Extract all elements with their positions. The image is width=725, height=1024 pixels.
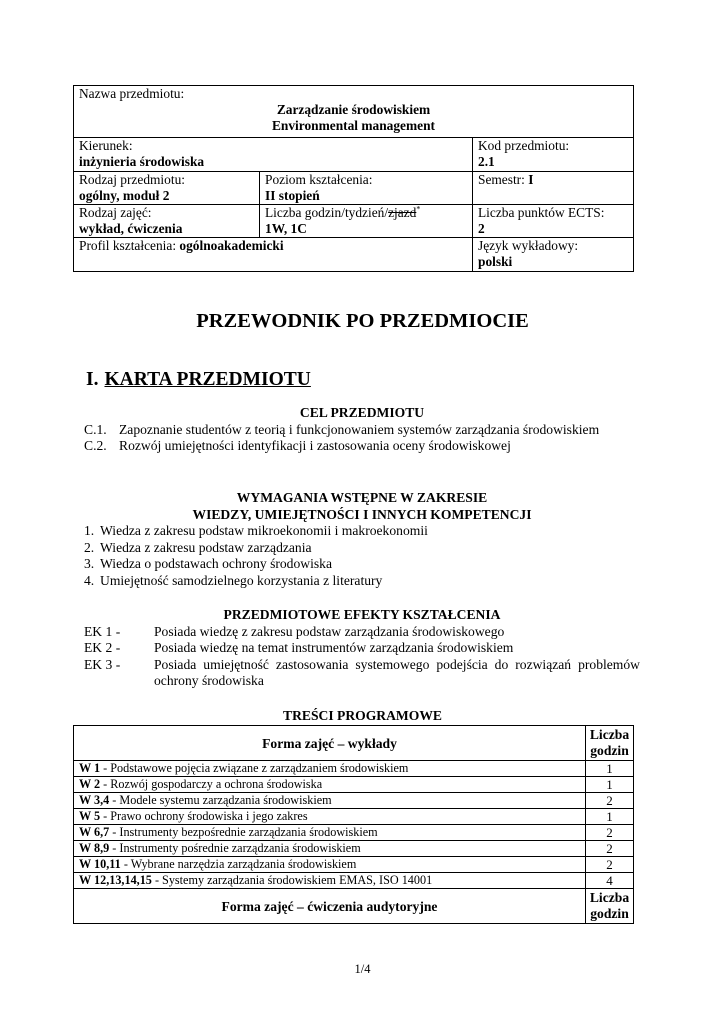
course-type-value: ogólny, moduł 2 [79,188,170,203]
course-code-value: 2.1 [478,154,495,169]
outcome-item: EK 2 - Posiada wiedzę na temat instrumentów zarządzania środowiskiem [84,640,514,655]
table-row: W 8,9 - Instrumenty pośrednie zarządzania środowiskiem 2 [74,841,634,857]
course-info-table [73,85,634,272]
learning-outcomes [84,607,640,690]
level-cell [260,172,473,205]
prerequisite-item: 3. Wiedza o podstawach ochrony środowiska [84,556,332,571]
document-title: PRZEWODNIK PO PRZEDMIOCIE [196,310,529,332]
lectures-header: Forma zajęć – wykłady [74,726,586,761]
outcome-item: EK 1 - Posiada wiedzę z zakresu podstaw zarządzania środowiskowego [84,623,505,639]
course-name-label: Nazwa przedmiotu: [79,86,185,101]
level-label: Poziom kształcenia: [265,172,373,187]
semester-cell [473,172,634,205]
prerequisites-heading-1: WYMAGANIA WSTĘPNE W ZAKRESIE [236,490,488,505]
table-row: W 3,4 - Modele systemu zarządzania środowiskiem 2 [74,793,634,809]
course-goals [84,405,640,455]
field-of-study-value: inżynieria środowiska [79,154,205,169]
language-cell [473,238,634,272]
prerequisites [84,490,640,589]
semester-value: I [528,172,534,187]
hours-label-struck: zjazd [388,205,417,220]
program-content-heading: TREŚCI PROGRAMOWE [283,708,442,723]
profile-label: Profil kształcenia: [79,238,180,253]
table-row: W 6,7 - Instrumenty bezpośrednie zarządzania środowiskiem 2 [74,825,634,841]
profile-value: ogólnoakademicki [179,238,284,253]
course-type-label: Rodzaj przedmiotu: [79,172,185,187]
class-type-value: wykład, ćwiczenia [79,221,183,236]
course-name-en: Environmental management [271,118,436,133]
section-title: KARTA PRZEDMIOTU [104,369,311,390]
outcome-item: EK 3 - Posiada umiejętność zastosowania systemowego podejścia do rozwiązań problemów [84,656,640,672]
hours-header: Liczba godzin [586,726,634,761]
class-type-label: Rodzaj zajęć: [79,205,152,220]
section-number: I. [86,369,99,390]
table-row: W 10,11 - Wybrane narzędzia zarządzania środowiskiem 2 [74,857,634,873]
learning-outcomes-heading: PRZEDMIOTOWE EFEKTY KSZTAŁCENIA [223,607,501,622]
footnote-mark: * [416,204,421,214]
course-name-pl: Zarządzanie środowiskiem [276,102,431,117]
profile-cell [74,238,473,272]
outcome-item-continuation: ochrony środowiska [154,673,264,688]
exercises-header: Forma zajęć – ćwiczenia audytoryjne [74,889,586,924]
hours-cell [260,205,473,238]
hours-value: 1W, 1C [265,221,307,236]
ects-cell [473,205,634,238]
field-of-study-cell [74,138,473,172]
table-row: W 12,13,14,15 - Systemy zarządzania środowiskiem EMAS, ISO 14001 4 [74,873,634,889]
ects-label: Liczba punktów ECTS: [478,205,605,220]
field-of-study-label: Kierunek: [79,138,133,153]
prerequisite-item: 4. Umiejętność samodzielnego korzystania z literatury [84,572,383,588]
level-value: II stopień [265,188,320,203]
course-code-cell [473,138,634,172]
table-row: W 2 - Rozwój gospodarczy a ochrona środowiska 1 [74,777,634,793]
page-number: 1/4 [354,962,371,976]
course-goals-heading: CEL PRZEDMIOTU [299,405,425,420]
class-type-cell [74,205,260,238]
semester-label: Semestr: [478,172,529,187]
hours-label: Liczba godzin/tydzień/ [265,205,389,220]
goal-item: C.1. Zapoznanie studentów z teorią i funkcjonowaniem systemów zarządzania środowiskiem [84,421,600,437]
section-heading [86,369,311,391]
prerequisite-item: 2. Wiedza z zakresu podstaw zarządzania [84,539,312,555]
course-type-cell [74,172,260,205]
table-row: W 1 - Podstawowe pojęcia związane z zarządzaniem środowiskiem 1 [74,761,634,777]
course-name-cell [74,86,634,138]
goal-item: C.2. Rozwój umiejętności identyfikacji i zastosowania oceny środowiskowej [84,438,511,453]
table-row: W 5 - Prawo ochrony środowiska i jego zakres 1 [74,809,634,825]
prerequisites-heading-2: WIEDZY, UMIEJĘTNOŚCI I INNYCH KOMPETENCJI [192,506,532,522]
ects-value: 2 [478,221,485,236]
language-value: polski [478,254,513,269]
lecture-table [73,725,634,924]
prerequisite-item: 1. Wiedza z zakresu podstaw mikroekonomii i makroekonomii [84,523,428,538]
language-label: Język wykładowy: [478,238,579,253]
hours-header: Liczba godzin [586,889,634,924]
course-code-label: Kod przedmiotu: [478,138,570,153]
